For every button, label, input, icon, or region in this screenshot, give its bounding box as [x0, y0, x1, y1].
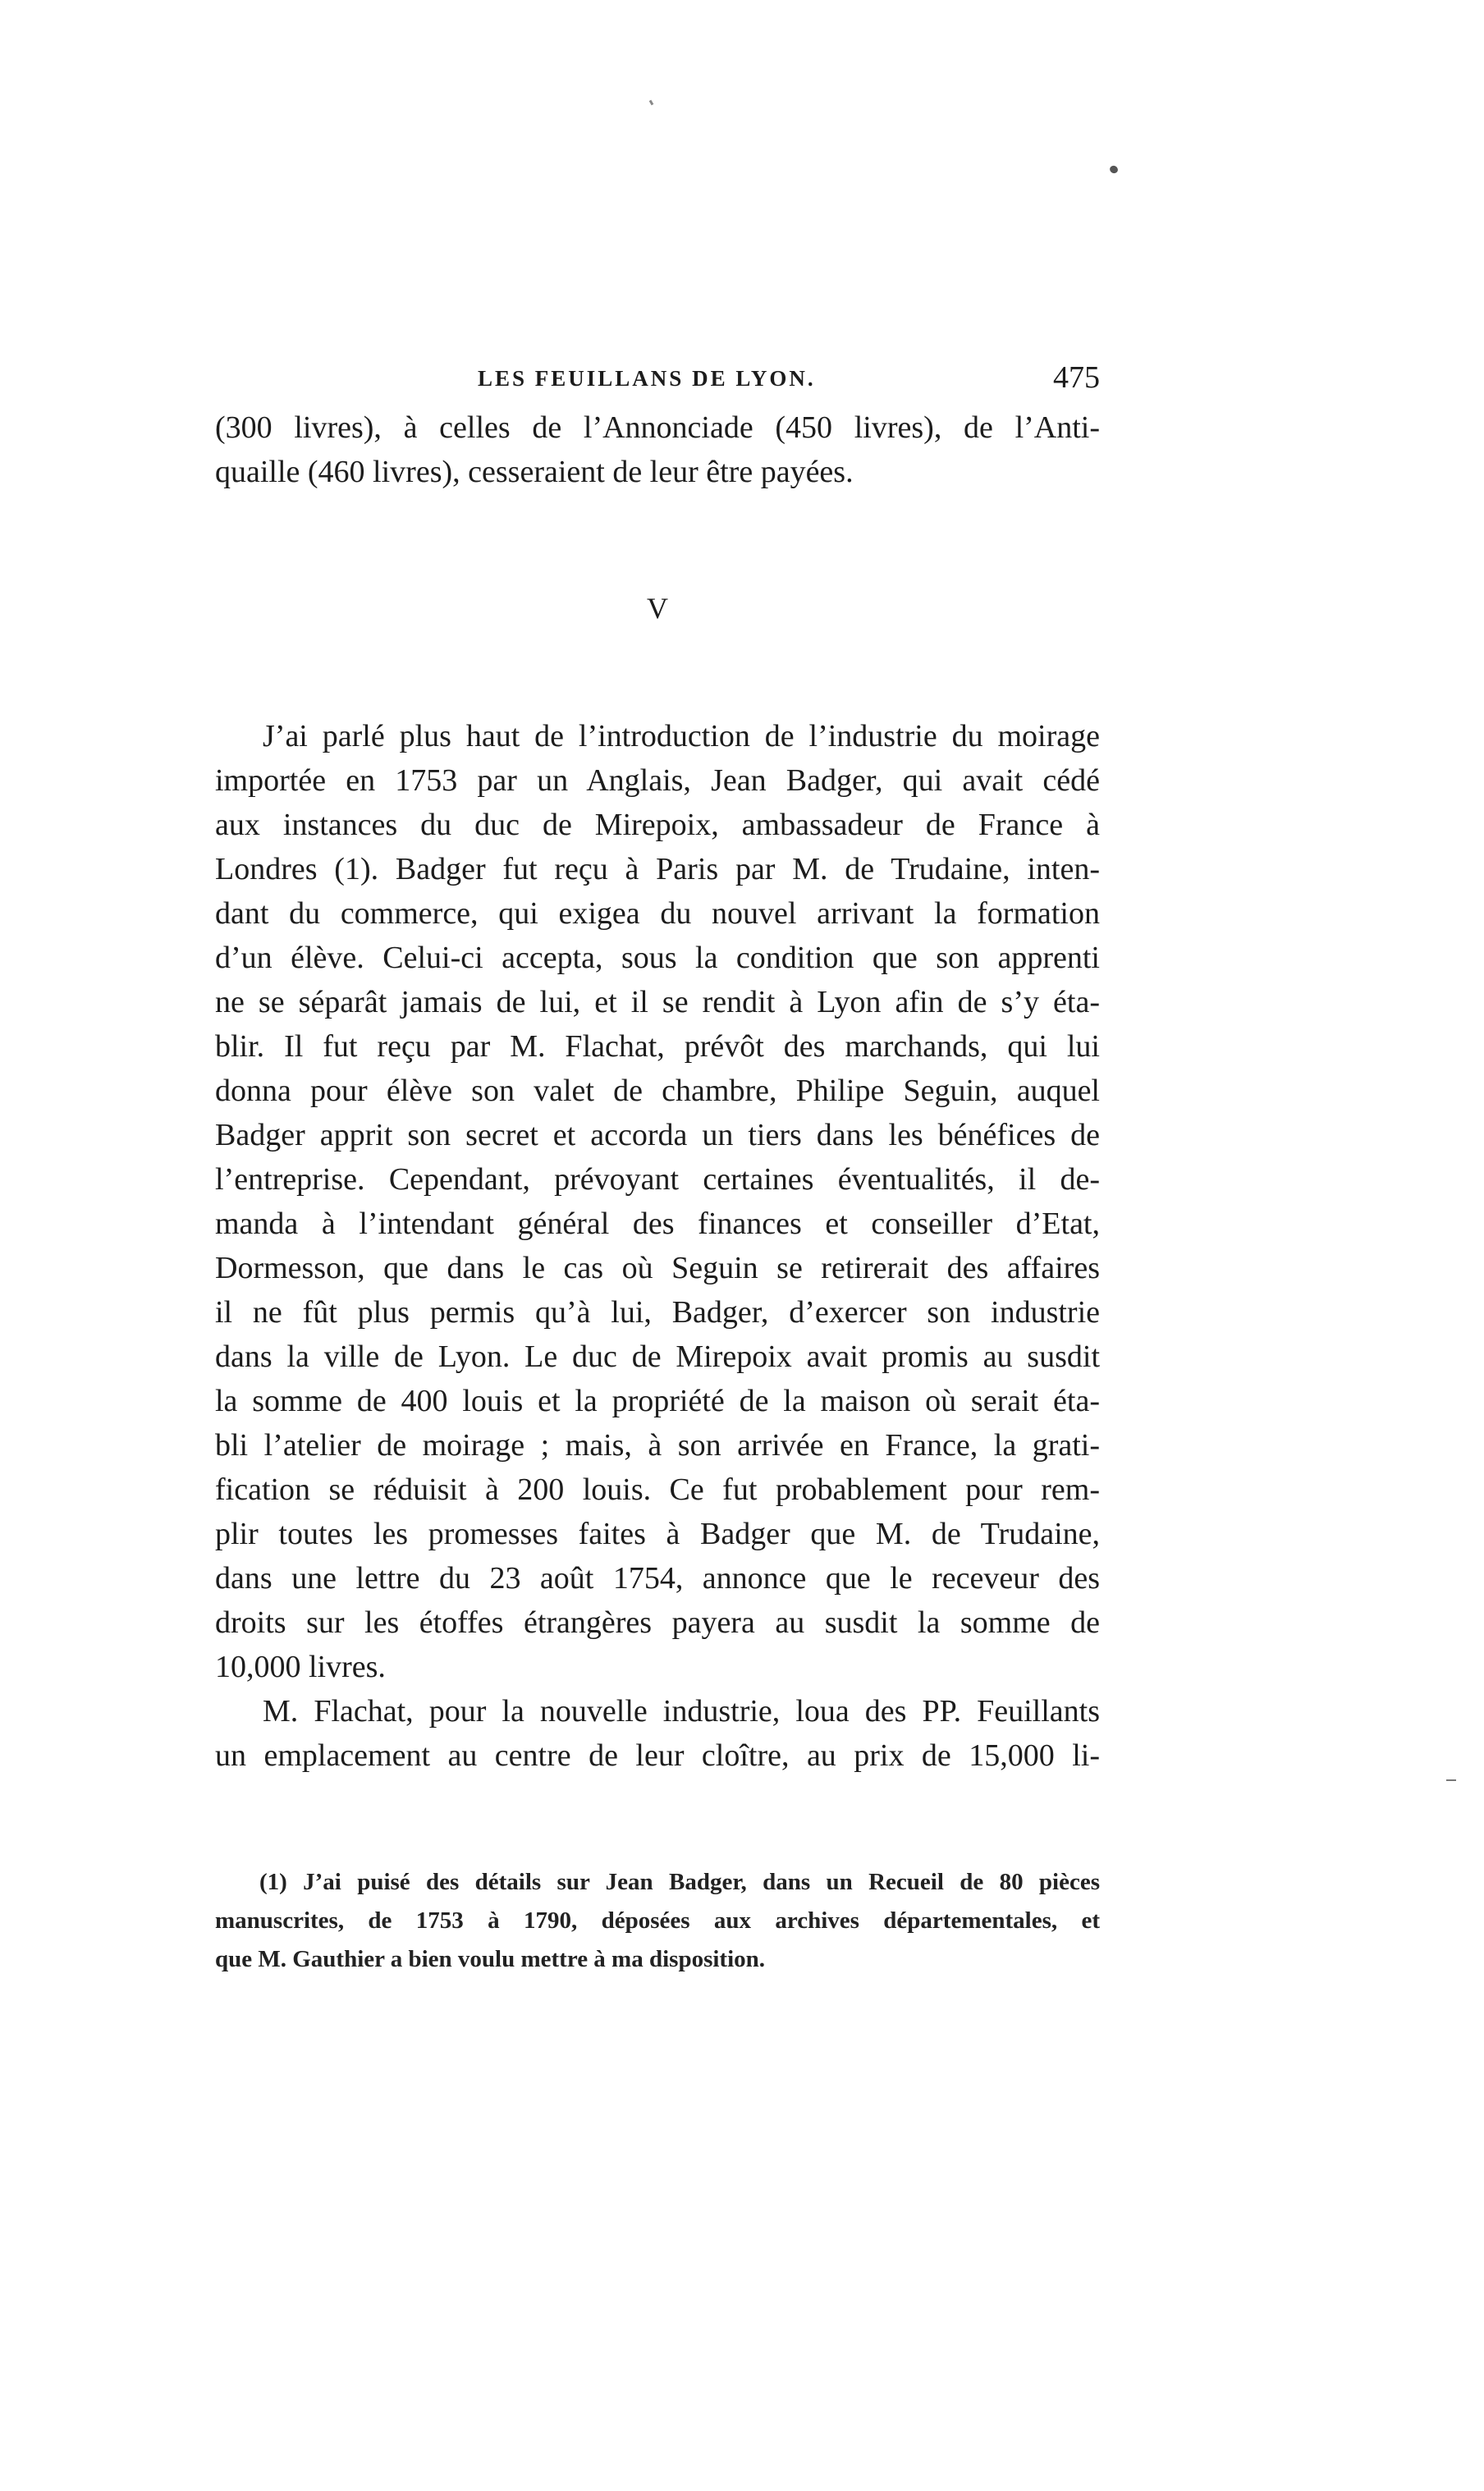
text-line: Londres (1). Badger fut reçu à Paris par M. de Trudaine, inten-	[215, 852, 1100, 886]
text-line: l’entreprise. Cependant, prévoyant certaines éventualités, il de-	[215, 1162, 1100, 1197]
text-line: dant du commerce, qui exigea du nouvel arrivant la formation	[215, 896, 1100, 931]
text-line: ne se séparât jamais de lui, et il se rendit à Lyon afin de s’y éta-	[215, 985, 1100, 1019]
text-line: J’ai parlé plus haut de l’introduction de l’industrie du moirage	[263, 719, 1100, 753]
text-line: quaille (460 livres), cesseraient de leur être payées.	[215, 455, 854, 489]
section-heading: V	[647, 592, 668, 625]
footnote-line: manuscrites, de 1753 à 1790, déposées aux archives départementales, et	[215, 1907, 1100, 1934]
running-head	[215, 361, 1108, 402]
text-line: Dormesson, que dans le cas où Seguin se retirerait des affaires	[215, 1251, 1100, 1285]
text-line: droits sur les étoffes étrangères payera au susdit la somme de	[215, 1605, 1100, 1640]
margin-mark	[1446, 1779, 1456, 1781]
paragraph-flachat	[215, 1689, 1100, 1778]
running-title: LES FEUILLANS DE LYON.	[478, 366, 816, 391]
footnote-line: (1) J’ai puisé des détails sur Jean Badger, dans un Recueil de 80 pièces	[259, 1869, 1100, 1895]
text-line: 10,000 livres.	[215, 1650, 386, 1684]
text-line: aux instances du duc de Mirepoix, ambassadeur de France à	[215, 808, 1100, 842]
text-line: d’un élève. Celui-ci accepta, sous la condition que son apprenti	[215, 941, 1100, 975]
paper-mark	[649, 100, 654, 106]
text-line: plir toutes les promesses faites à Badger que M. de Trudaine,	[215, 1517, 1100, 1551]
carryover-text	[215, 405, 1100, 494]
text-line: fication se réduisit à 200 louis. Ce fut probablement pour rem-	[215, 1472, 1100, 1507]
text-line: importée en 1753 par un Anglais, Jean Badger, qui avait cédé	[215, 763, 1100, 798]
text-line: donna pour élève son valet de chambre, Philipe Seguin, auquel	[215, 1074, 1100, 1108]
text-line: blir. Il fut reçu par M. Flachat, prévôt des marchands, qui lui	[215, 1029, 1100, 1064]
text-line: bli l’atelier de moirage ; mais, à son arrivée en France, la grati-	[215, 1428, 1100, 1463]
text-line: un emplacement au centre de leur cloître, au prix de 15,000 li-	[215, 1738, 1100, 1773]
ink-speck	[1109, 164, 1120, 174]
text-line: la somme de 400 louis et la propriété de la maison où serait éta-	[215, 1384, 1100, 1418]
text-line: Badger apprit son secret et accorda un tiers dans les bénéfices de	[215, 1118, 1100, 1152]
footnote-line: que M. Gauthier a bien voulu mettre à ma disposition.	[215, 1946, 766, 1972]
page-number: 475	[1053, 360, 1100, 395]
paragraph-badger	[215, 714, 1100, 1689]
text-line: M. Flachat, pour la nouvelle industrie, loua des PP. Feuillants	[263, 1694, 1100, 1729]
footnote	[215, 1863, 1100, 1979]
text-line: (300 livres), à celles de l’Annonciade (450 livres), de l’Anti-	[215, 410, 1100, 445]
text-line: il ne fût plus permis qu’à lui, Badger, d’exercer son industrie	[215, 1295, 1100, 1330]
text-line: dans une lettre du 23 août 1754, annonce que le receveur des	[215, 1561, 1100, 1596]
text-line: dans la ville de Lyon. Le duc de Mirepoix avait promis au susdit	[215, 1339, 1100, 1374]
text-line: manda à l’intendant général des finances et conseiller d’Etat,	[215, 1207, 1100, 1241]
